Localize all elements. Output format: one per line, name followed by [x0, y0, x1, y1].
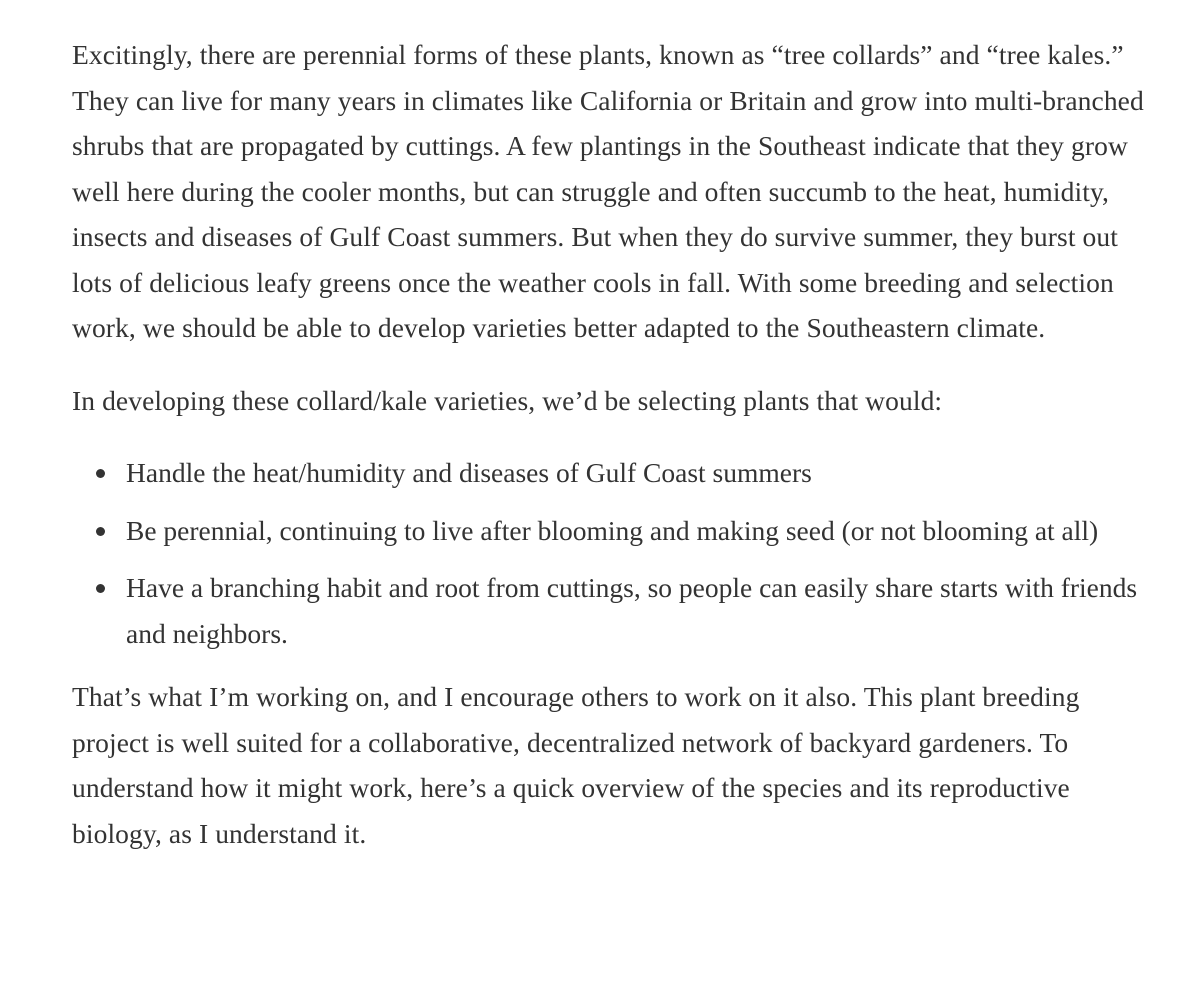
list-item-text: Have a branching habit and root from cuttings, so people can easily share starts with friends and neighbors.	[126, 572, 1138, 649]
list-item	[72, 508, 1160, 554]
bullet-icon	[96, 469, 105, 478]
bullet-icon	[96, 584, 105, 593]
paragraph-selection-intro: In developing these collard/kale varieties, we’d be selecting plants that would:	[72, 384, 943, 416]
list-item	[72, 565, 1160, 656]
bullet-icon	[96, 527, 105, 536]
paragraph-closing: That’s what I’m working on, and I encourage others to work on it also. This plant breeding project is well suited for a collaborative, decentralized network of backyard gardeners. To understand how it might work, here’s a quick overview of the species and its reproductive biology, as I understand it.	[72, 681, 1080, 849]
selection-criteria-list	[72, 450, 1160, 656]
list-item-text: Be perennial, continuing to live after blooming and making seed (or not blooming at all)	[126, 514, 1099, 546]
paragraph-tree-collards: Excitingly, there are perennial forms of these plants, known as “tree collards” and “tree kales.” They can live for many years in climates like California or Britain and grow into multi-branched shrubs that are propagated by cuttings. A few plantings in the Southeast indicate that they grow well here during the cooler months, but can struggle and often succumb to the heat, humidity, insects and diseases of Gulf Coast summers. But when they do survive summer, they burst out lots of delicious leafy greens once the weather cools in fall. With some breeding and selection work, we should be able to develop varieties better adapted to the Southeastern climate.	[72, 39, 1144, 343]
list-item	[72, 450, 1160, 496]
list-item-text: Handle the heat/humidity and diseases of Gulf Coast summers	[126, 457, 812, 488]
